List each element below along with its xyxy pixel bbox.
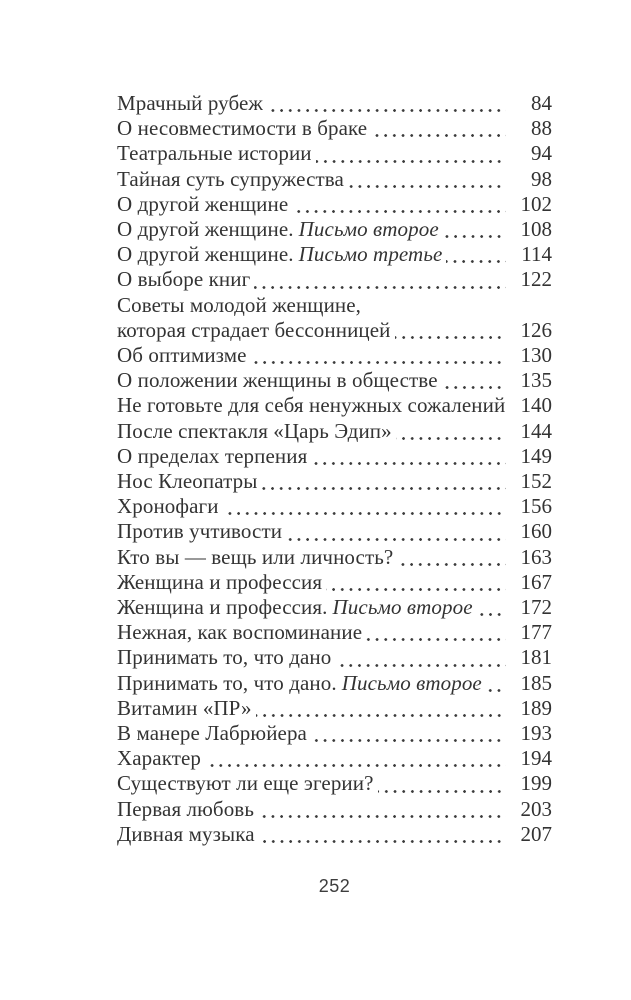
dot-leader [442, 242, 508, 267]
toc-entry [117, 545, 552, 570]
toc-entry [117, 116, 552, 141]
toc-entry [117, 444, 552, 469]
toc-entry-page: 185 [520, 670, 552, 695]
toc-entry-page: 144 [520, 418, 552, 443]
toc-entry [117, 267, 552, 292]
toc-entry-page: 160 [520, 519, 552, 544]
toc-entry-title: Принимать то, что дано. Письмо второе [117, 670, 482, 695]
dot-leader [263, 91, 508, 116]
toc-entry-title: О положении женщины в обществе [117, 368, 438, 393]
toc-entry-title: Принимать то, что дано [117, 645, 332, 670]
dot-leader [473, 595, 508, 620]
toc-entry [117, 469, 552, 494]
toc-entry-page: 114 [521, 242, 552, 267]
toc-entry-page: 193 [520, 721, 552, 746]
dot-leader [288, 192, 508, 217]
dot-leader [307, 721, 508, 746]
toc-entry-page: 94 [531, 141, 552, 166]
toc-entry-title: О пределах терпения [117, 443, 308, 468]
dot-leader [392, 419, 508, 444]
dot-leader [344, 167, 508, 192]
dot-leader [247, 343, 508, 368]
toc-entry-title: Против учтивости [117, 519, 283, 544]
toc-entry [117, 368, 552, 393]
toc-entry [117, 343, 552, 368]
toc-entry [117, 595, 552, 620]
toc-entry [117, 797, 552, 822]
toc-entry [117, 141, 552, 166]
toc-entry-page: 152 [520, 469, 552, 494]
toc-entry-title: В манере Лабрюйера [117, 721, 307, 746]
toc-entry-title: Хронофаги [117, 494, 219, 519]
toc-entry-title: Витамин «ПР» [117, 695, 252, 720]
toc-entry [117, 192, 552, 217]
toc-entry [117, 494, 552, 519]
toc-entry [117, 393, 552, 418]
toc-entry-title: После спектакля «Царь Эдип» [117, 418, 392, 443]
toc-entry-page: 102 [520, 191, 552, 216]
toc-entry-page: 203 [520, 796, 552, 821]
toc-entry-title: О другой женщине. Письмо второе [117, 217, 439, 242]
toc-entry-title: Об оптимизме [117, 343, 247, 368]
toc-entry-title: которая страдает бессонницей [117, 317, 391, 342]
dot-leader [201, 746, 508, 771]
toc-entry-title: Существуют ли еще эгерии? [117, 771, 374, 796]
toc-entry-title: Первая любовь [117, 796, 255, 821]
toc-entry-page: 88 [531, 116, 552, 141]
toc-entry-title: Кто вы — вещь или личность? [117, 544, 394, 569]
dot-leader [374, 771, 508, 796]
toc-entry-page: 135 [520, 368, 552, 393]
toc-entry-page: 163 [520, 544, 552, 569]
toc-entry [117, 167, 552, 192]
toc-entry-page: 149 [520, 443, 552, 468]
toc-entry [117, 570, 552, 595]
toc-entry [117, 771, 552, 796]
dot-leader [257, 469, 508, 494]
page-number: 252 [318, 876, 351, 897]
toc-entry-title: Не готовьте для себя ненужных сожалений [117, 393, 506, 418]
toc-entry-page: 84 [531, 91, 552, 115]
dot-leader [391, 318, 508, 343]
toc-entry-page: 199 [520, 771, 552, 796]
toc-entry-page: 181 [520, 645, 552, 670]
toc-entry [117, 293, 552, 318]
toc-entry [117, 721, 552, 746]
dot-leader [254, 797, 508, 822]
toc-entry-page: 172 [520, 595, 552, 620]
dot-leader [393, 545, 508, 570]
dot-leader [312, 141, 508, 166]
toc-entry-page: 194 [520, 746, 552, 771]
toc-entry-title: Нос Клеопатры [117, 469, 258, 494]
dot-leader [362, 620, 508, 645]
toc-entry-page: 126 [520, 317, 552, 342]
toc-entry [117, 217, 552, 242]
toc-entry-page: 122 [520, 267, 552, 292]
dot-leader [331, 645, 508, 670]
toc-entry-title: Советы молодой женщине, [117, 292, 362, 317]
toc-entry-page: 156 [520, 494, 552, 519]
toc-entry-title: Женщина и профессия. Письмо второе [117, 595, 473, 620]
toc-entry-title: О выборе книг [117, 267, 251, 292]
dot-leader [219, 494, 508, 519]
toc-entry-page: 108 [520, 217, 552, 242]
dot-leader [367, 116, 508, 141]
dot-leader [439, 217, 508, 242]
dot-leader [307, 444, 508, 469]
toc-entry-title: Нежная, как воспоминание [117, 620, 363, 645]
toc-entry-page: 130 [520, 343, 552, 368]
toc-entry [117, 318, 552, 343]
toc-entry [117, 519, 552, 544]
toc-entry-title: О другой женщине. Письмо третье [117, 242, 443, 267]
toc-entry-page: 98 [531, 166, 552, 191]
toc-entry [117, 822, 552, 847]
toc-entry-page: 189 [520, 695, 552, 720]
toc-entry-page: 177 [520, 620, 552, 645]
dot-leader [505, 393, 508, 418]
dot-leader [322, 570, 508, 595]
toc-entry [117, 746, 552, 771]
toc-entry [117, 419, 552, 444]
toc-entry-title: Тайная суть супружества [117, 166, 344, 191]
toc-entry [117, 242, 552, 267]
dot-leader [282, 519, 508, 544]
toc-entry [117, 696, 552, 721]
toc-entry [117, 620, 552, 645]
toc-entry-title: Дивная музыка [117, 821, 255, 846]
dot-leader [250, 267, 508, 292]
toc-entry-title: Характер [117, 746, 202, 771]
toc-entry-title: Женщина и профессия [117, 569, 323, 594]
toc-entry-page: 167 [520, 569, 552, 594]
toc-entry [117, 91, 552, 116]
toc-entry-title: О несовместимости в браке [117, 116, 368, 141]
toc-entry-page: 207 [520, 821, 552, 846]
toc-entry-title: Мрачный рубеж [117, 91, 264, 115]
dot-leader [252, 696, 508, 721]
toc-entry-title: О другой женщине [117, 191, 289, 216]
toc-entry-title: Театральные истории [117, 141, 312, 166]
table-of-contents [117, 91, 552, 847]
dot-leader [255, 822, 508, 847]
dot-leader [482, 671, 508, 696]
dot-leader [438, 368, 508, 393]
toc-entry [117, 645, 552, 670]
toc-entry [117, 671, 552, 696]
toc-entry-page: 140 [520, 393, 552, 418]
